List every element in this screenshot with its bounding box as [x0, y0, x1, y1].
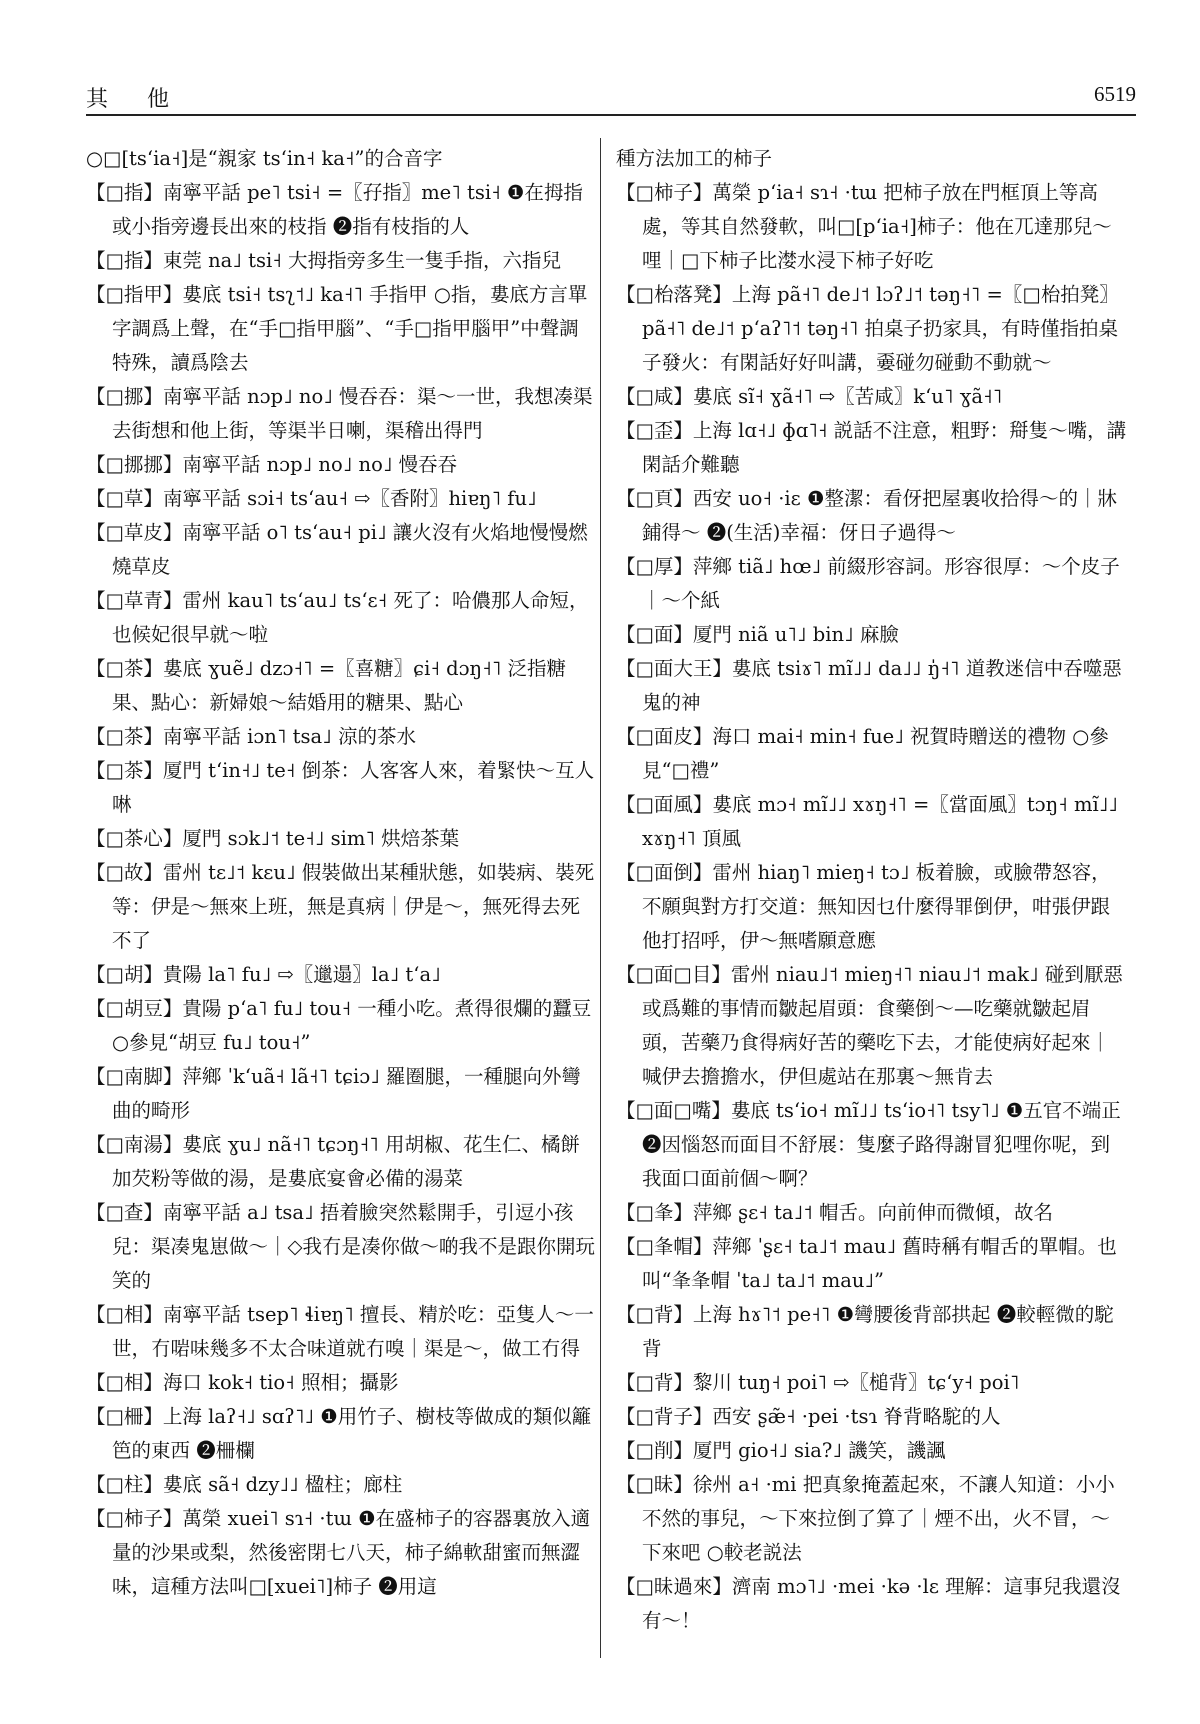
dictionary-entry: 【□挪】南寧平話 nɔp˩ no˩ 慢吞吞：渠～一世，我想凑渠去街想和他上街，等渠半日喇，渠稽出得門 [86, 385, 593, 442]
dictionary-entry: 【□茶】厦門 tʻin˧˩ te˧ 倒茶：人客客人來，着緊快～互人啉 [86, 759, 595, 816]
header-rule [86, 114, 1136, 116]
dictionary-entry: 【□相】南寧平話 tsep˥ ɬiɐŋ˥ 擅長、精於吃：亞隻人～一世，冇啱味幾多不太合味道就冇嗅｜渠是～，做工冇得 [86, 1303, 594, 1360]
dictionary-entry: 【□面倒】雷州 hiaŋ˥ mieŋ˧ tɔ˩ 板着臉，或臉帶怒容，不願與對方打交道：無知因乜什麼得罪倒伊，咁張伊跟他打招呼，伊～無嗜願意應 [616, 861, 1111, 952]
dictionary-entry: 【□面】厦門 niã u˥˩ bin˩ 麻臉 [616, 623, 899, 646]
dictionary-entry: 【□茶】婁底 ɣuẽ˩ dzɔ˧˥ =〖喜糖〗ɕi˧ dɔŋ˧˥ 泛指糖果、點心：新婦娘～結婚用的糖果、點心 [86, 657, 567, 714]
dictionary-entry: 【□背】上海 hɤ˥˦ pe˧˥ ❶彎腰後背部拱起 ❷較輕微的駝背 [616, 1303, 1114, 1360]
dictionary-entry: 【□南脚】萍鄉 ˈkʻuã˧ lã˧˥ tɕiɔ˩ 羅圈腿，一種腿向外彎曲的畸形 [86, 1065, 582, 1122]
dictionary-entry: 【□背】黎川 tuŋ˧ poi˥ ⇨〖槌背〗tɕʻy˧ poi˥ [616, 1371, 1020, 1394]
dictionary-entry: 【□厚】萍鄉 tiã˩ hœ˩ 前綴形容詞。形容很厚：～个皮子｜～个紙 [616, 555, 1120, 612]
dictionary-entry: 【□面□目】雷州 niau˩˦ mieŋ˧˥ niau˩˦ mak˩ 碰到厭惡或爲難的事情而皺起眉頭：食藥倒～—吃藥就皺起眉頭，苦藥乃食得病好苦的藥吃下去，才能使病好起來｜喊伊去擔擔水，伊但處站在那裏～無肯去 [616, 963, 1123, 1088]
dictionary-entry: 【□面□嘴】婁底 tsʻio˧ mĩ˩˩ tsʻio˧˥ tsy˥˩ ❶五官不端正 ❷因惱怒而面目不舒展：隻麼子路得謝冒犯哩你呢，到我面口面前個～啊？ [616, 1099, 1121, 1190]
dictionary-entry: 【□指】東莞 na˩ tsi˧ 大拇指旁多生一隻手指，六指兒 [86, 249, 562, 272]
dictionary-entry: 【□柿子】萬榮 pʻia˧ sɿ˧ ·tɯ 把柿子放在門框頂上等高處，等其自然發軟，叫□[pʻia˧]柿子：他在兀達那兒～哩｜□下柿子比漤水浸下柿子好吃 [616, 181, 1112, 272]
dictionary-entry: 【□茶心】厦門 sɔk˩˦ te˧˩ sim˥ 烘焙茶葉 [86, 827, 460, 850]
dictionary-entry: 【□南湯】婁底 ɣu˩ nã˧˥ tɕɔŋ˧˥ 用胡椒、花生仁、橘餅加芡粉等做的湯，是婁底宴會必備的湯菜 [86, 1133, 580, 1190]
dictionary-entry: 【□指】南寧平話 pe˥ tsi˧ =〖孖指〗me˥ tsi˧ ❶在拇指或小指旁邊長出來的枝指 ❷指有枝指的人 [86, 181, 583, 238]
right-column [616, 142, 1128, 1638]
dictionary-entry: 【□頁】西安 uo˧ ·iɛ ❶整潔：看伢把屋裏收拾得～的｜牀鋪得～ ❷(生活)幸福：伢日子過得～ [616, 487, 1117, 544]
dictionary-entry: 【□草】南寧平話 sɔi˧ tsʻau˧ ⇨〖香附〗hiɐŋ˥ fu˩ [86, 487, 537, 510]
dictionary-entry: 【□削】厦門 gio˧˩ sia?˩ 譏笑，譏諷 [616, 1439, 946, 1462]
dictionary-entry: 【□面皮】海口 mai˧ min˧ fue˩ 祝賀時贈送的禮物 ○參見“□禮” [616, 725, 1109, 782]
dictionary-entry: 【□枱落凳】上海 pã˧˥ de˩˦ lɔʔ˩˦ təŋ˧˥ =〖□枱拍凳〗pã˧˥ de˩˦ pʻaʔ˥˦ təŋ˧˥ 拍桌子扔家具，有時僅指拍桌子發火：有閑話好好叫講，嫑碰勿碰動不動就～ [616, 283, 1119, 374]
dictionary-entry: 【□昧】徐州 a˧ ·mi 把真象掩蓋起來，不讓人知道：小小不然的事兒，～下來拉倒了算了｜煙不出，火不冒，～下來吧 ○較老説法 [616, 1473, 1115, 1564]
left-column [86, 142, 598, 1604]
page-title: 其 他 [86, 87, 185, 112]
dictionary-entry: 【□草皮】南寧平話 o˥ tsʻau˧ pi˩ 讓火沒有火焰地慢慢燃燒草皮 [86, 521, 588, 578]
dictionary-entry: 【□柵】上海 laʔ˧˩ sɑʔ˥˩ ❶用竹子、樹枝等做成的類似籬笆的東西 ❷柵欄 [86, 1405, 592, 1462]
page-header [86, 82, 1136, 116]
dictionary-entry: 【□柿子】萬榮 xuei˥ sɿ˧ ·tɯ ❶在盛柿子的容器裏放入適量的沙果或梨，然後密閉七八天，柿子綿軟甜蜜而無澀味，這種方法叫□[xuei˥]柿子 ❷用這 [86, 1507, 591, 1598]
dictionary-entry: 【□挪挪】南寧平話 nɔp˩ no˩ no˩ 慢吞吞 [86, 453, 458, 476]
dictionary-entry: 【□相】海口 kok˧ tio˧ 照相；攝影 [86, 1371, 399, 1394]
dictionary-entry: ○□[tsʻia˧]是“親家 tsʻin˧ ka˧”的合音字 [86, 147, 443, 170]
column-divider [600, 138, 601, 1658]
dictionary-entry: 【□歪】上海 lɑ˧˩ ɸɑ˥˧ 説話不注意，粗野：搿隻～嘴，講閑話介難聽 [616, 419, 1127, 476]
dictionary-entry: 【□夆】萍鄉 ʂɛ˧ ta˩˦ 帽舌。向前伸而微傾，故名 [616, 1201, 1053, 1224]
dictionary-entry: 【□草青】雷州 kau˥ tsʻau˩ tsʻɛ˧ 死了：哈儂那人命短，也候妃很早就～啦 [86, 589, 589, 646]
dictionary-entry: 【□咸】婁底 sĩ˧ ɣã˧˥ ⇨〖苦咸〗kʻu˥ ɣã˧˥ [616, 385, 1003, 408]
dictionary-entry: 【□昧過來】濟南 mɔ˥˩ ·mei ·kə ·lɛ 理解：這事兒我還沒有～！ [616, 1575, 1121, 1632]
dictionary-entry: 【□指甲】婁底 tsi˧ tsʅ˦˩ ka˧˥ 手指甲 ○指，婁底方言單字調爲上聲，在“手□指甲腦”、“手□指甲腦甲”中聲調特殊，讀爲陰去 [86, 283, 588, 374]
dictionary-entry: 【□茶】南寧平話 iɔn˥ tsa˩ 涼的茶水 [86, 725, 416, 748]
dictionary-entry: 【□故】雷州 tɛ˩˦ kɛu˩ 假裝做出某種狀態，如裝病、裝死等：伊是～無來上班，無是真病｜伊是～，無死得去死不了 [86, 861, 595, 952]
dictionary-entry: 種方法加工的柿子 [616, 147, 773, 170]
dictionary-entry: 【□夆帽】萍鄉 ˈʂɛ˧ ta˩˦ mau˩ 舊時稱有帽舌的單帽。也叫“夆夆帽 ˈta˩ ta˩˦ mau˩” [616, 1235, 1117, 1292]
dictionary-entry: 【□面大王】婁底 tsiɤ˥ mĩ˩˩ da˩˩ ŋ̍˧˥ 道教迷信中吞噬惡鬼的神 [616, 657, 1122, 714]
dictionary-entry: 【□背子】西安 ʂæ̃˧ ·pei ·tsɿ 脊背略駝的人 [616, 1405, 1001, 1428]
dictionary-entry: 【□胡豆】貴陽 pʻa˥ fu˩ tou˧ 一種小吃。煮得很爛的蠶豆 ○參見“胡豆 fu˩ tou˧” [86, 997, 592, 1054]
dictionary-entry: 【□面風】婁底 mɔ˧ mĩ˩˩ xɤŋ˧˥ =〖當面風〗tɔŋ˧ mĩ˩˩ xɤŋ˧˥ 頂風 [616, 793, 1118, 850]
dictionary-entry: 【□查】南寧平話 a˩ tsa˩ 捂着臉突然鬆開手，引逗小孩兒：渠凑鬼崽做～｜◇我冇是凑你做～啲我不是跟你開玩笑的 [86, 1201, 595, 1292]
dictionary-entry: 【□柱】婁底 sã˧ dzy˩˩ 楹柱；廊柱 [86, 1473, 403, 1496]
page-number: 6519 [1094, 82, 1136, 106]
dictionary-entry: 【□胡】貴陽 la˥ fu˩ ⇨〖邋遢〗la˩ tʻa˩ [86, 963, 441, 986]
